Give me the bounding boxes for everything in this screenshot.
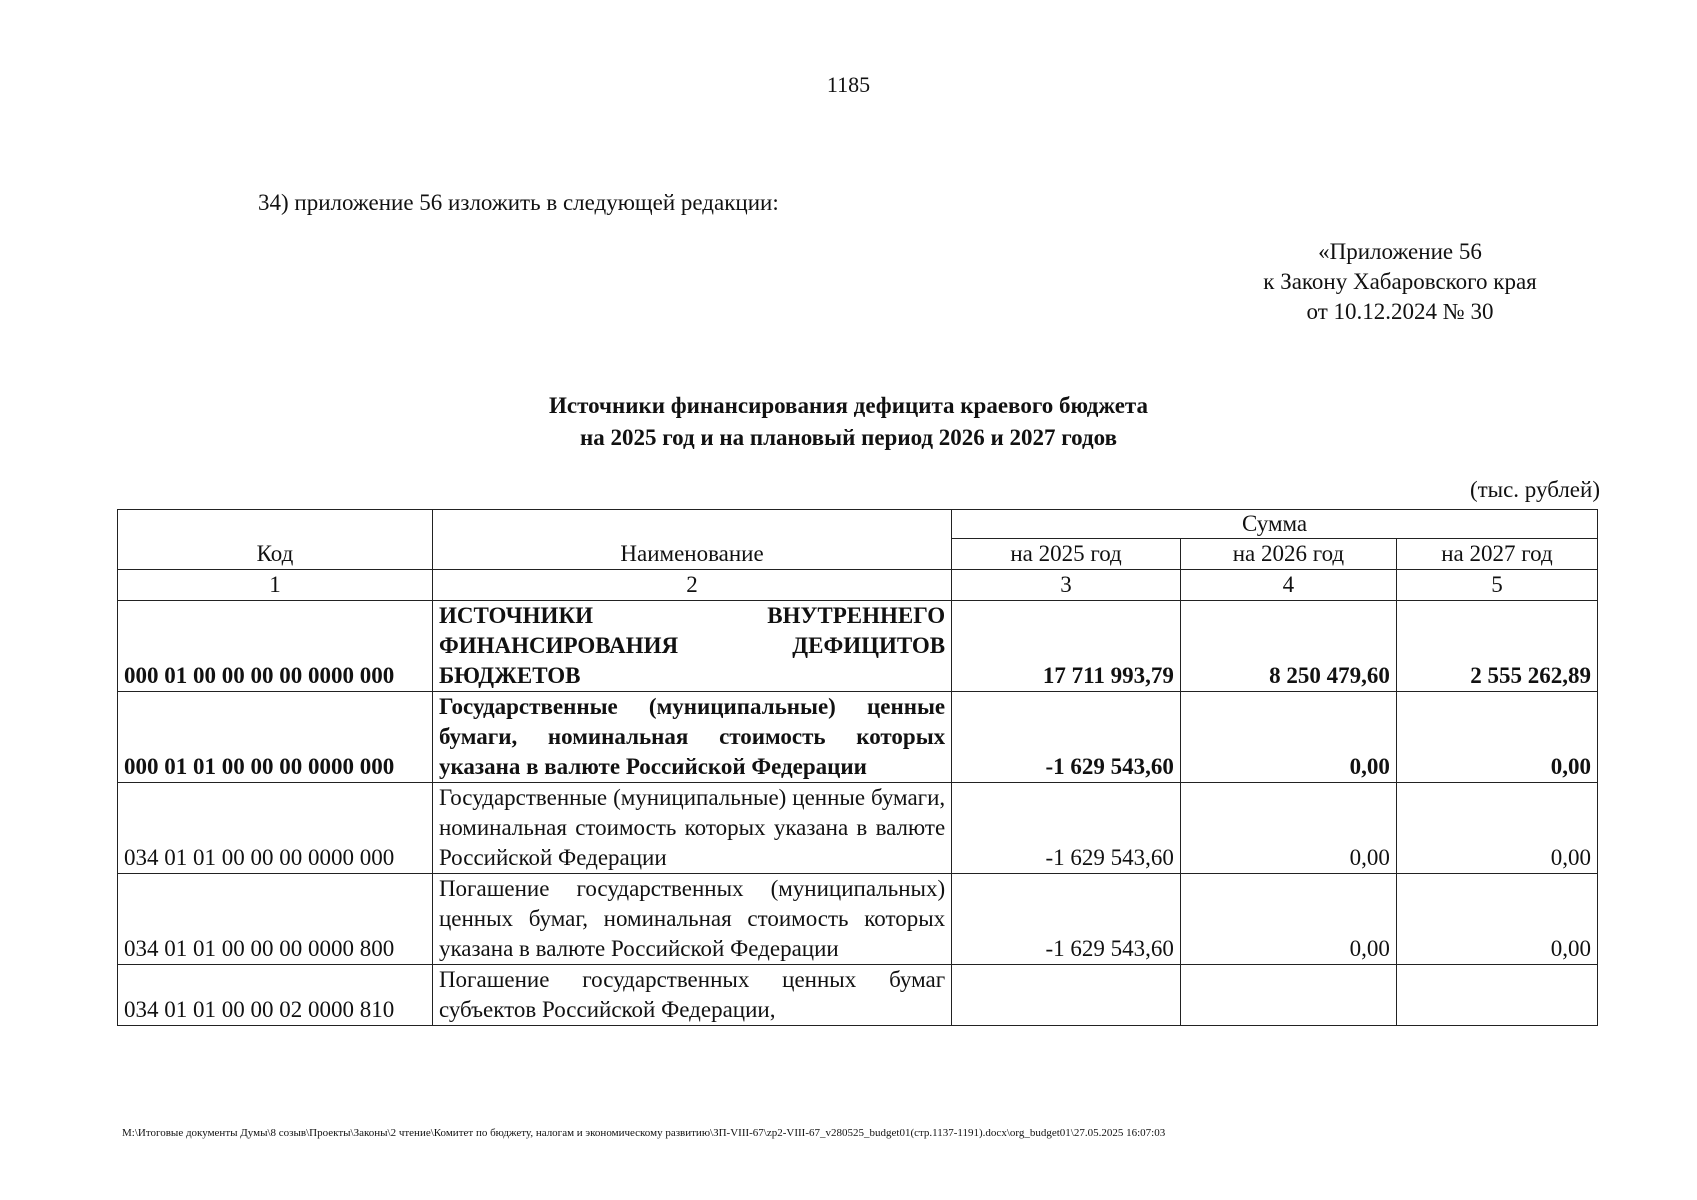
row-code: 034 01 01 00 00 00 0000 800 — [118, 874, 433, 965]
title-line-2: на 2025 год и на плановый период 2026 и 2027 годов — [580, 425, 1117, 450]
appendix-reference — [1200, 237, 1600, 327]
row-value-2027: 0,00 — [1396, 692, 1597, 783]
row-value-2025: -1 629 543,60 — [952, 874, 1181, 965]
header-name: Наименование — [432, 510, 951, 570]
appendix-line-3: от 10.12.2024 № 30 — [1306, 299, 1494, 324]
header-2027: на 2027 год — [1396, 539, 1597, 570]
appendix-line-1: «Приложение 56 — [1318, 239, 1482, 264]
row-value-2027: 2 555 262,89 — [1396, 601, 1597, 692]
column-number: 5 — [1396, 570, 1597, 601]
column-numbers-row — [118, 570, 1598, 601]
title-line-1: Источники финансирования дефицита краевого бюджета — [548, 393, 1148, 418]
row-code: 000 01 01 00 00 00 0000 000 — [118, 692, 433, 783]
row-value-2026: 0,00 — [1180, 783, 1396, 874]
column-number: 4 — [1180, 570, 1396, 601]
header-code: Код — [118, 510, 433, 570]
table-row — [118, 965, 1598, 1026]
page-number: 1185 — [826, 72, 871, 97]
row-value-2027: 0,00 — [1396, 783, 1597, 874]
appendix-line-2: к Закону Хабаровского края — [1263, 269, 1537, 294]
header-row — [118, 510, 1598, 539]
column-number: 2 — [432, 570, 951, 601]
row-code: 034 01 01 00 00 02 0000 810 — [118, 965, 433, 1026]
row-name: ИСТОЧНИКИ ВНУТРЕННЕГО ФИНАНСИРОВАНИЯ ДЕФИЦИТОВ БЮДЖЕТОВ — [432, 601, 951, 692]
row-value-2026 — [1180, 965, 1396, 1026]
row-value-2026: 0,00 — [1180, 692, 1396, 783]
table-row — [118, 601, 1598, 692]
budget-table — [117, 509, 1598, 1026]
row-name: Погашение государственных ценных бумаг субъектов Российской Федерации, — [432, 965, 951, 1026]
row-value-2026: 8 250 479,60 — [1180, 601, 1396, 692]
row-value-2027: 0,00 — [1396, 874, 1597, 965]
table-row — [118, 874, 1598, 965]
header-2026: на 2026 год — [1180, 539, 1396, 570]
row-value-2027 — [1396, 965, 1597, 1026]
row-code: 034 01 01 00 00 00 0000 000 — [118, 783, 433, 874]
intro-text: 34) приложение 56 изложить в следующей редакции: — [258, 190, 779, 215]
row-code: 000 01 00 00 00 00 0000 000 — [118, 601, 433, 692]
units-label: (тыс. рублей) — [1469, 477, 1600, 502]
row-name: Государственные (муниципальные) ценные бумаги, номинальная стоимость которых указана в валюте Российской Федерации — [432, 692, 951, 783]
column-number: 1 — [118, 570, 433, 601]
file-path-footer: M:\Итоговые документы Думы\8 созыв\Проекты\Законы\2 чтение\Комитет по бюджету, налогам и экономическому развитию\ЗП-VIII-67\zp2-VIII-67_v280525_budget01(стр.1137-1191).docx\org_budget01\27.05.2025 16:07:03 — [122, 1127, 1166, 1139]
table-row — [118, 692, 1598, 783]
row-name: Государственные (муниципальные) ценные бумаги, номинальная стоимость которых указана в валюте Российской Федерации — [432, 783, 951, 874]
row-value-2026: 0,00 — [1180, 874, 1396, 965]
header-2025: на 2025 год — [952, 539, 1181, 570]
column-number: 3 — [952, 570, 1181, 601]
row-value-2025: -1 629 543,60 — [952, 692, 1181, 783]
row-value-2025: -1 629 543,60 — [952, 783, 1181, 874]
table-row — [118, 783, 1598, 874]
header-sum: Сумма — [952, 510, 1598, 539]
row-value-2025: 17 711 993,79 — [952, 601, 1181, 692]
document-title — [0, 390, 1697, 454]
row-name: Погашение государственных (муниципальных) ценных бумаг, номинальная стоимость которых указана в валюте Российской Федерации — [432, 874, 951, 965]
row-value-2025 — [952, 965, 1181, 1026]
